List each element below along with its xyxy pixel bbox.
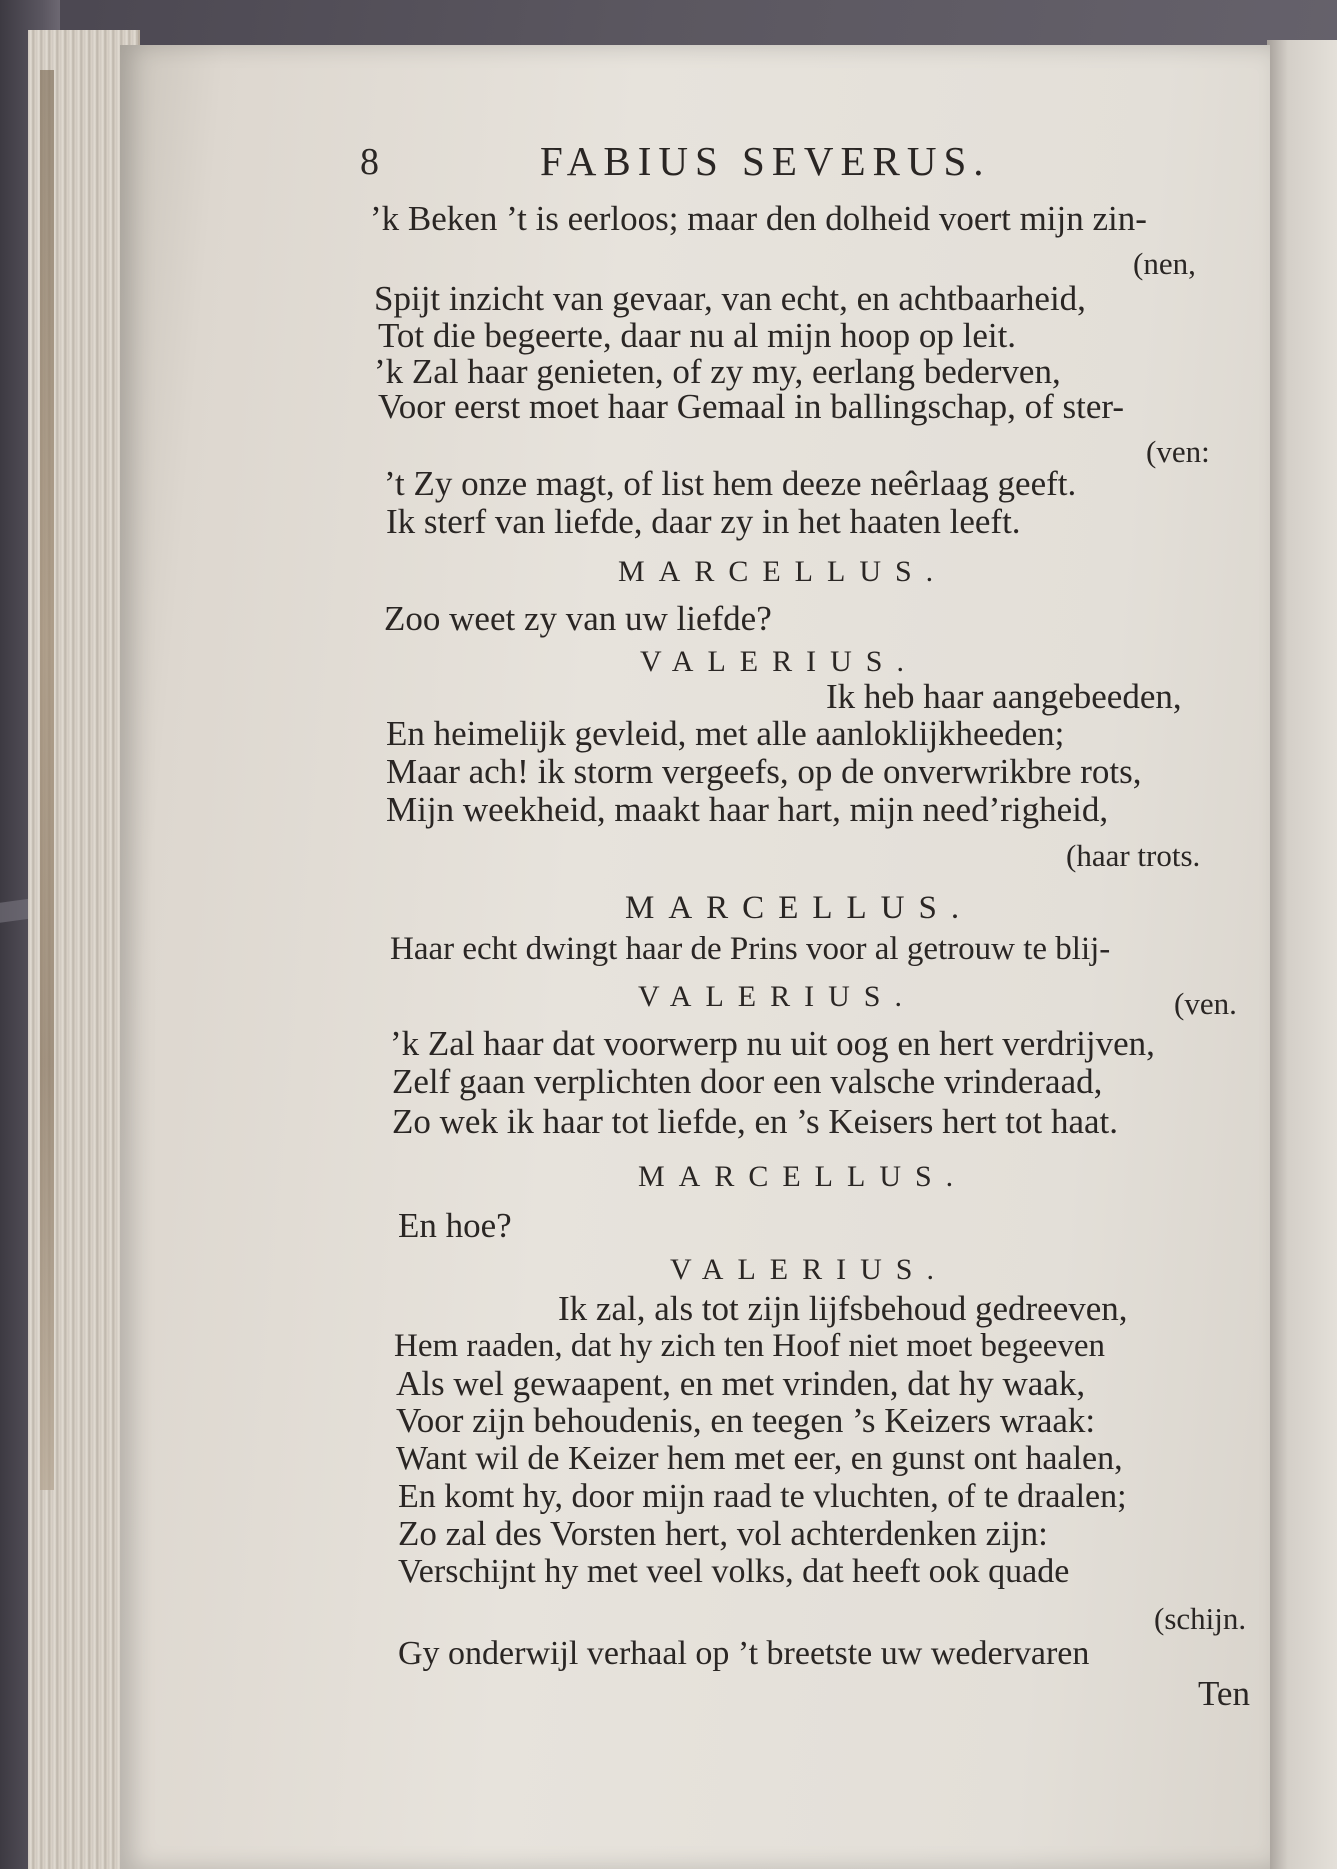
text-line: Zelf gaan verplichten door een valsche vrinderaad,: [392, 1062, 1103, 1101]
text-line: Zo zal des Vorsten hert, vol achterdenken zijn:: [398, 1514, 1048, 1553]
text-line: En hoe?: [398, 1206, 512, 1245]
text-line: ’k Zal haar genieten, of zy my, eerlang bederven,: [374, 352, 1061, 391]
text-line: Hem raaden, dat hy zich ten Hoof niet moet begeeven: [394, 1328, 1106, 1364]
text-line: ’k Beken ’t is eerloos; maar den dolheid voert mijn zin-: [370, 199, 1147, 238]
text-line: Voor eerst moet haar Gemaal in ballingschap, of ster-: [378, 387, 1125, 426]
text-line: Gy onderwijl verhaal op ’t breetste uw wedervaren: [398, 1635, 1090, 1672]
text-line: Als wel gewaapent, en met vrinden, dat hy waak,: [396, 1364, 1086, 1403]
speaker-label: MARCELLUS.: [618, 555, 948, 588]
text-line: (nen,: [1133, 246, 1196, 281]
text-line: Zo wek ik haar tot liefde, en ’s Keisers hert tot haat.: [392, 1102, 1119, 1141]
binding-stain: [40, 70, 54, 1490]
text-line: En heimelijk gevleid, met alle aanloklijkheeden;: [386, 714, 1065, 753]
text-line: Spijt inzicht van gevaar, van echt, en achtbaarheid,: [374, 279, 1086, 318]
speaker-label: VALERIUS.: [670, 1253, 948, 1286]
catchword: Ten: [1198, 1674, 1250, 1713]
text-line: Tot die begeerte, daar nu al mijn hoop op leit.: [378, 316, 1017, 355]
text-line: (schijn.: [1154, 1601, 1247, 1636]
text-line: En komt hy, door mijn raad te vluchten, of te draalen;: [398, 1478, 1127, 1515]
text-line: Want wil de Keizer hem met eer, en gunst ont haalen,: [396, 1440, 1123, 1477]
text-line: (ven:: [1146, 434, 1210, 469]
text-line: Ik sterf van liefde, daar zy in het haaten leeft.: [386, 502, 1021, 541]
facing-page-edge: [1267, 40, 1337, 1869]
speaker-label: VALERIUS.: [640, 645, 918, 678]
text-line: Ik zal, als tot zijn lijfsbehoud gedreeven,: [558, 1289, 1128, 1328]
text-line: Voor zijn behoudenis, en teegen ’s Keizers wraak:: [396, 1401, 1096, 1440]
text-line: ’k Zal haar dat voorwerp nu uit oog en hert verdrijven,: [390, 1024, 1155, 1063]
text-line: Ik heb haar aangebeeden,: [826, 677, 1182, 716]
text-line: Verschijnt hy met veel volks, dat heeft ook quade: [398, 1553, 1070, 1590]
running-title: FABIUS SEVERUS.: [540, 138, 991, 184]
speaker-label: MARCELLUS.: [625, 890, 974, 926]
text-line: Zoo weet zy van uw liefde?: [384, 599, 772, 638]
text-line: Maar ach! ik storm vergeefs, op de onverwrikbre rots,: [386, 752, 1142, 791]
text-line: Haar echt dwingt haar de Prins voor al getrouw te blij-: [390, 931, 1111, 967]
speaker-label: MARCELLUS.: [638, 1160, 968, 1193]
book-page: [120, 45, 1270, 1869]
text-line: Mijn weekheid, maakt haar hart, mijn need’righeid,: [386, 790, 1109, 829]
text-line: (haar trots.: [1066, 838, 1201, 873]
text-line: ’t Zy onze magt, of list hem deeze neêrlaag geeft.: [384, 464, 1077, 503]
speaker-label: VALERIUS.: [638, 980, 916, 1013]
page-number: 8: [360, 141, 384, 183]
text-line: (ven.: [1174, 986, 1237, 1021]
